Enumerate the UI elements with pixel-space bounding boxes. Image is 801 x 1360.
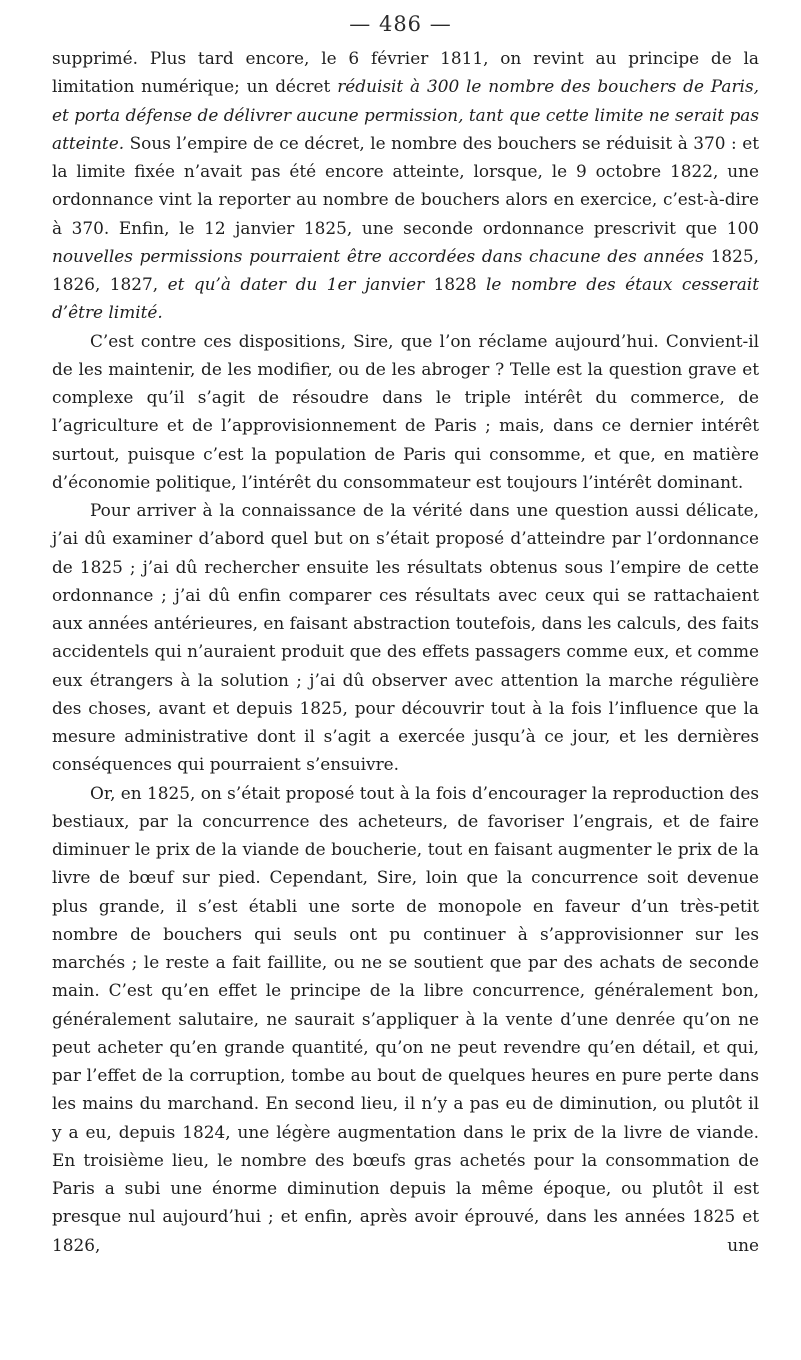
text-run: 1828 [424, 274, 487, 294]
italic-text-run: nouvelles permissions pourraient être accordées dans chacune des années [52, 245, 704, 266]
paragraph [52, 496, 759, 779]
text-run: 1825, 1826, 1827, [52, 245, 759, 294]
paragraph [52, 779, 759, 1259]
paragraph [52, 327, 759, 497]
italic-text-run: réduisit à 300 le nombre des bouchers de Paris, et porta défense de délivrer aucune permission, tant que cette limite ne serait pas atteinte. [52, 76, 759, 153]
italic-text-run: le nombre des étaux cesserait d’être limité. [52, 274, 759, 323]
paragraph [52, 44, 759, 327]
text-run: C’est contre ces dispositions, Sire, que l’on réclame aujourd’hui. Convient-il de les maintenir, de les modifier, ou de les abroger ? Telle est la question grave et complexe qu’il s’agit de résoudre dans le triple intérêt du commerce, de l’agriculture et de l’approvisionnement de Paris ; mais, dans ce dernier intérêt surtout, puisque c’est la population de Paris qui consomme, et que, en matière d’économie politique, l’intérêt du consommateur est toujours l’intérêt dominant. [52, 330, 759, 492]
body-text [52, 44, 759, 1259]
italic-text-run: et qu’à dater du 1er janvier [167, 274, 425, 294]
text-run: supprimé. Plus tard encore, le 6 février 1811, on revint au principe de la limitation numérique; un décret [52, 48, 759, 97]
page-number: — 486 — [349, 12, 452, 36]
text-run: Sous l’empire de ce décret, le nombre des bouchers se réduisit à 370 : et la limite fixée n’avait pas été encore atteinte, lorsque, le 9 octobre 1822, une ordonnance vint la reporter au nombre de bouchers alors en exercice, c’est-à-dire à 370. Enfin, le 12 janvier 1825, une seconde ordonnance prescrivit que 100 [52, 132, 759, 238]
text-run: Or, en 1825, on s’était proposé tout à la fois d’encourager la reproduction des bestiaux, par la concurrence des acheteurs, de favoriser l’engrais, et de faire diminuer le prix de la viande de boucherie, tout en faisant augmenter le prix de la livre de bœuf sur pied. Cependant, Sire, loin que la concurrence soit devenue plus grande, il s’est établi une sorte de monopole en faveur d’un très-petit nombre de bouchers qui seuls ont pu continuer à s’approvisionner sur les marchés ; le reste a fait faillite, ou ne se soutient que par des achats de seconde main. C’est qu’en effet le principe de la libre concurrence, généralement bon, généralement salutaire, ne saurait s’appliquer à la vente d’une denrée qu’on ne peut acheter qu’en grande quantité, qu’on ne peut revendre qu’en détail, et qui, par l’effet de la corruption, tombe au bout de quelques heures en pure perte dans les mains du marchand. En second lieu, il n’y a pas eu de diminution, ou plutôt il y a eu, depuis 1824, une légère augmentation dans le prix de la livre de viande. En troisième lieu, le nombre des bœufs gras achetés pour la consommation de Paris a subi une énorme diminution depuis la même époque, ou plutôt il est presque nul aujourd’hui ; et enfin, après avoir éprouvé, dans les années 1825 et 1826, une [52, 782, 759, 1255]
text-run: Pour arriver à la connaissance de la vérité dans une question aussi délicate, j’ai dû examiner d’abord quel but on s’était proposé d’atteindre par l’ordonnance de 1825 ; j’ai dû rechercher ensuite les résultats obtenus sous l’empire de cette ordonnance ; j’ai dû enfin comparer ces résultats avec ceux qui se rattachaient aux années antérieures, en faisant abstraction toutefois, dans les calculs, des faits accidentels qui n’auraient produit que des effets passagers comme eux, et comme eux étrangers à la solution ; j’ai dû observer avec attention la marche régulière des choses, avant et depuis 1825, pour découvrir tout à la fois l’influence que la mesure administrative dont il s’agit a exercée jusqu’à ce jour, et les dernières conséquences qui pourraient s’ensuivre. [52, 500, 759, 775]
